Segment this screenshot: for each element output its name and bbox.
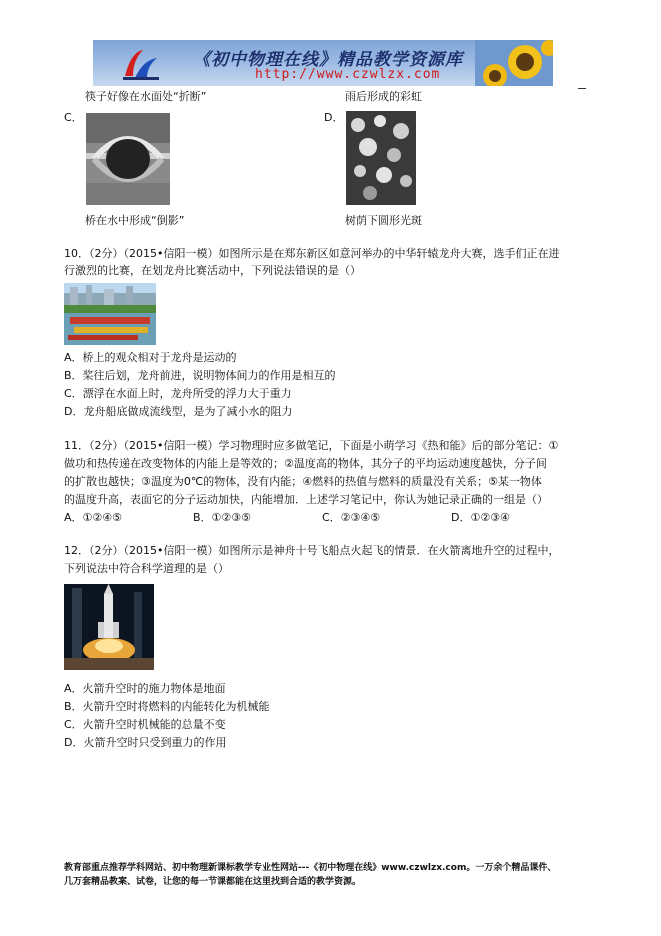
q11-option-c[interactable]: C．②③④⑤ <box>322 511 381 524</box>
footer-line2: 几万套精品教案、试卷，让您的每一节课都能在这里找到合适的教学资源。 <box>64 877 362 887</box>
q10-stem-line1: 10．（2分）（2015•信阳一模）如图所示是在郑东新区如意河举办的中华轩辕龙舟大赛，选手们正在进 <box>64 247 560 260</box>
q11-stem-line4: 的温度升高，表面它的分子运动加快，内能增加．上述学习笔记中，你认为她记录正确的一组是（） <box>64 493 548 506</box>
option-d-caption: 树荫下圆形光斑 <box>345 214 422 227</box>
q11-option-d[interactable]: D．①②③④ <box>451 511 510 524</box>
header-mark <box>578 88 586 89</box>
header-banner <box>93 40 553 86</box>
q11-stem-line1: 11．（2分）（2015•信阳一模）学习物理时应多做笔记，下面是小萌学习《热和能》后的部分笔记：① <box>64 439 559 452</box>
q11-stem-line3: 的扩散也越快；③温度为0℃的物体，没有内能；④燃料的热值与燃料的质量没有关系；⑤某一物体 <box>64 475 542 488</box>
option-d-letter: D． <box>324 111 344 124</box>
q10-option-a[interactable]: A．桥上的观众相对于龙舟是运动的 <box>64 351 237 364</box>
dragon-boat-photo <box>64 283 156 345</box>
q12-stem-line1: 12．（2分）（2015•信阳一模）如图所示是神舟十号飞船点火起飞的情景．在火箭离地升空的过程中， <box>64 544 560 557</box>
sunflower-icon <box>475 40 553 86</box>
q11-stem-line2: 做功和热传递在改变物体的内能上是等效的；②温度高的物体，其分子的平均运动速度越快，分子间 <box>64 457 547 470</box>
bridge-reflection-photo <box>86 113 170 205</box>
q10-option-d[interactable]: D．龙舟船底做成流线型，是为了减小水的阻力 <box>64 405 293 418</box>
q11-option-a[interactable]: A．①②④⑤ <box>64 511 122 524</box>
option-b-caption: 雨后形成的彩虹 <box>345 90 422 103</box>
q10-stem-line2: 行激烈的比赛，在划龙舟比赛活动中，下列说法错误的是（） <box>64 264 361 277</box>
banner-title: 《初中物理在线》精品教学资源库 <box>193 50 463 70</box>
option-c-caption: 桥在水中形成“倒影” <box>85 214 185 227</box>
q12-stem-line2: 下列说法中符合科学道理的是（） <box>64 562 229 575</box>
site-logo-icon <box>121 46 161 82</box>
rocket-launch-photo <box>64 584 154 670</box>
banner-url[interactable]: http://www.czwlzx.com <box>255 67 441 82</box>
tree-shade-photo <box>346 111 416 205</box>
q12-option-b[interactable]: B．火箭升空时将燃料的内能转化为机械能 <box>64 700 270 713</box>
q10-option-b[interactable]: B．桨往后划，龙舟前进，说明物体间力的作用是相互的 <box>64 369 336 382</box>
q12-option-a[interactable]: A．火箭升空时的施力物体是地面 <box>64 682 226 695</box>
option-c-letter: C． <box>64 111 83 124</box>
q12-option-c[interactable]: C．火箭升空时机械能的总量不变 <box>64 718 226 731</box>
q12-option-d[interactable]: D．火箭升空时只受到重力的作用 <box>64 736 227 749</box>
option-a-caption: 筷子好像在水面处“折断” <box>85 90 207 103</box>
footer-line1: 教育部重点推荐学科网站、初中物理新课标教学专业性网站---《初中物理在线》www.czwlzx.com。一万余个精品课件、 <box>64 863 557 873</box>
q11-option-b[interactable]: B．①②③⑤ <box>193 511 251 524</box>
q10-option-c[interactable]: C．漂浮在水面上时，龙舟所受的浮力大于重力 <box>64 387 292 400</box>
